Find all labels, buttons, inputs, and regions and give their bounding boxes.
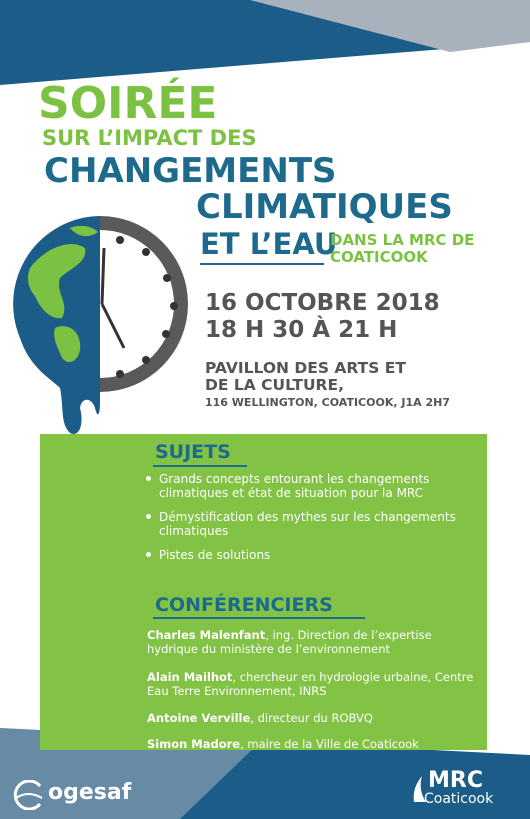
list-item: Démystification des mythes sur les changements climatiques [144,510,484,538]
list-item: Grands concepts entourant les changements climatiques et état de situation pour la MRC [144,472,484,500]
speaker-item [147,670,482,698]
topics-list [144,472,484,572]
speaker-name: Simon Madore [147,737,241,751]
venue-address: 116 WELLINGTON, COATICOOK, J1A 2H7 [205,396,450,409]
speaker-name: Alain Mailhot [147,670,233,684]
event-time: 18 H 30 À 21 H [205,317,398,343]
title-subtitle: SUR L’IMPACT DES [42,126,257,150]
speaker-desc: , maire de la Ville de Coaticook [240,737,419,751]
title-mrc-line2: COATICOOK [330,248,428,266]
ogesaf-logo-text: ogesaf [48,780,132,805]
speakers-heading: CONFÉRENCIERS [155,594,333,616]
coaticook-logo-text: Coaticook [424,791,494,807]
mrc-logo-text: MRC [428,768,483,793]
title-underline [200,263,324,265]
speaker-item [147,628,482,656]
title-mrc-line1: DANS LA MRC DE [330,231,475,249]
speaker-desc: , ing. Direction de l’expertise hydrique du ministère de l’environnement [147,628,432,656]
venue-line2: DE LA CULTURE, [205,376,344,394]
speaker-item [147,737,482,751]
event-date: 16 OCTOBRE 2018 [205,290,440,316]
speaker-name: Charles Malenfant [147,628,266,642]
clock-hand-minute [102,248,104,304]
speaker-item [147,711,482,725]
title-mrc [330,232,530,266]
title-climatiques: CLIMATIQUES [196,187,453,227]
venue-line1: PAVILLON DES ARTS ET [205,359,406,377]
melting-earth-clock-illustration [0,208,200,448]
ogesaf-logo-icon [10,780,46,810]
list-item: Pistes de solutions [144,548,484,562]
topics-heading: SUJETS [155,441,231,463]
topics-heading-underline [153,465,247,467]
speakers-heading-underline [153,617,365,619]
title-eau: ET L’EAU [200,227,338,261]
speaker-desc: , directeur du ROBVQ [250,711,373,725]
speaker-name: Antoine Verville [147,711,251,725]
title-soiree: SOIRÉE [38,78,218,129]
speaker-desc: , chercheur en hydrologie urbaine, Centre Eau Terre Environnement, INRS [147,670,474,698]
title-changements: CHANGEMENTS [44,151,337,191]
